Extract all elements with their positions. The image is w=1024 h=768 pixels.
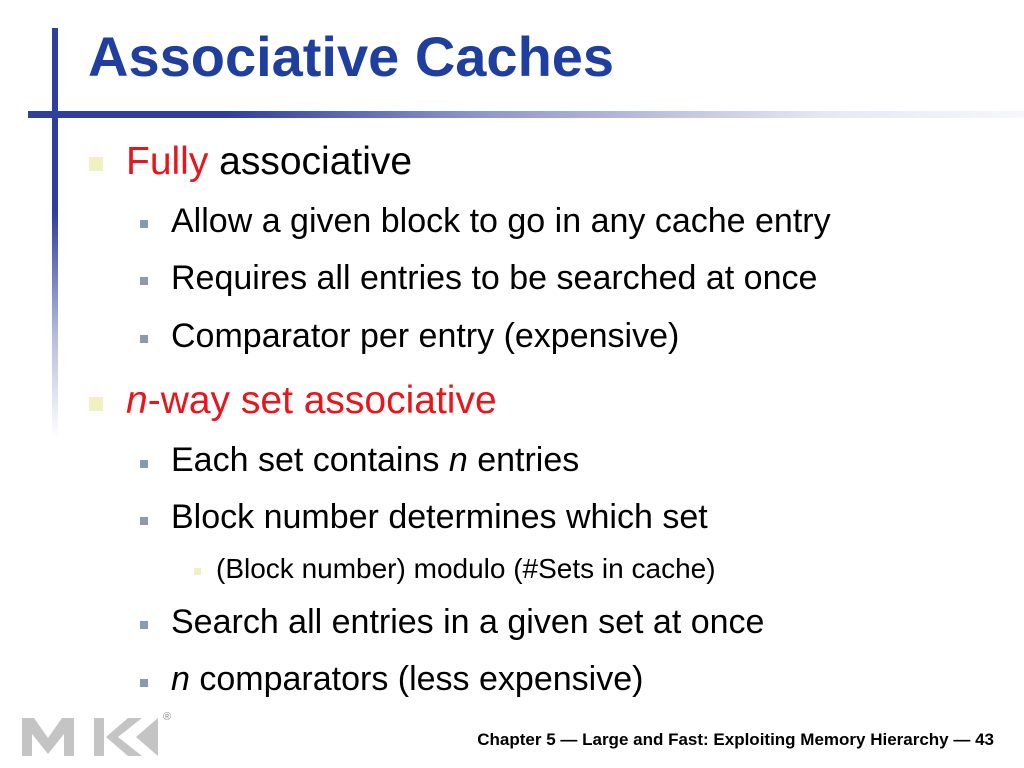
nway-rest: -way set associative — [147, 379, 497, 422]
bullet-square-icon — [194, 568, 201, 575]
bullet-fully-associative — [126, 140, 412, 184]
bullet-square-icon — [140, 517, 148, 525]
sub4-before: Each set contains — [171, 441, 449, 479]
bullet-square-icon — [140, 220, 148, 228]
bullet-square-icon — [89, 397, 103, 411]
bullet-square-icon — [140, 277, 148, 285]
slide-title: Associative Caches — [88, 25, 615, 88]
sub7-italic-n: n — [171, 660, 190, 698]
left-accent-bar — [52, 28, 58, 438]
fully-rest: associative — [208, 140, 413, 183]
sub-bullet-7 — [171, 660, 643, 699]
bullet-square-icon — [140, 679, 148, 687]
sub-bullet-4 — [171, 441, 579, 480]
bullet-square-icon — [140, 460, 148, 468]
sub4-italic-n: n — [448, 441, 468, 479]
sub-bullet-6: Search all entries in a given set at once — [171, 603, 765, 641]
sub4-after: entries — [467, 441, 580, 479]
slide-footer: Chapter 5 — Large and Fast: Exploiting Memory Hierarchy — 43 — [477, 730, 994, 749]
sub-bullet-3: Comparator per entry (expensive) — [171, 317, 680, 355]
registered-mark: ® — [163, 711, 172, 723]
bullet-square-icon — [140, 335, 148, 343]
nway-italic-n: n — [126, 379, 148, 422]
bullet-nway-set-associative — [126, 379, 497, 423]
sub-bullet-2: Requires all entries to be searched at once — [171, 259, 818, 297]
sub-bullet-1: Allow a given block to go in any cache entry — [171, 202, 831, 240]
publisher-logo — [20, 710, 180, 760]
sub-bullet-5: Block number determines which set — [171, 498, 708, 536]
bullet-square-icon — [140, 621, 148, 629]
sub7-after: comparators (less expensive) — [189, 660, 644, 698]
sub-sub-bullet-1: (Block number) modulo (#Sets in cache) — [216, 553, 716, 584]
title-underline-bar — [28, 111, 1024, 118]
fully-highlight: Fully — [126, 140, 209, 183]
bullet-square-icon — [89, 157, 103, 171]
